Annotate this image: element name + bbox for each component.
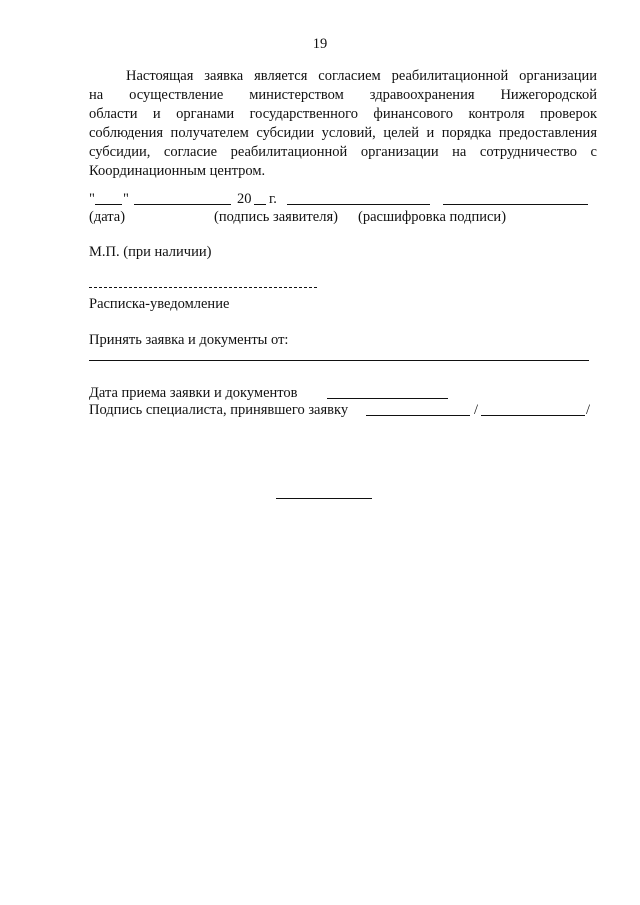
applicant-signature-caption: (подпись заявителя) bbox=[214, 209, 338, 225]
signature-separator: / bbox=[474, 402, 479, 418]
receipt-title: Расписка-уведомление bbox=[89, 296, 230, 312]
signature-separator-end: / bbox=[586, 402, 591, 418]
consent-line-3: области и органами государственного финансового контроля проверок bbox=[89, 106, 597, 122]
date-quote-open: " bbox=[89, 191, 95, 207]
day-blank-line[interactable] bbox=[95, 204, 122, 205]
date-received-line[interactable] bbox=[327, 398, 448, 399]
date-caption: (дата) bbox=[89, 209, 126, 225]
consent-line-1: Настоящая заявка является согласием реабилитационной организации bbox=[126, 68, 597, 84]
date-quote-close: " bbox=[123, 191, 129, 207]
stamp-label: М.П. (при наличии) bbox=[89, 244, 212, 260]
consent-line-5: субсидии, согласие реабилитационной организации на сотрудничество с bbox=[89, 144, 597, 160]
signature-decoding-line[interactable] bbox=[443, 204, 588, 205]
page-number: 19 bbox=[312, 36, 328, 52]
specialist-signature-label: Подпись специалиста, принявшего заявку bbox=[89, 402, 349, 418]
consent-paragraph bbox=[89, 67, 597, 181]
end-of-document-line bbox=[276, 498, 372, 499]
received-from-line[interactable] bbox=[89, 360, 589, 361]
year-blank-line[interactable] bbox=[254, 204, 266, 205]
date-received-label: Дата приема заявки и документов bbox=[89, 385, 298, 401]
consent-line-4: соблюдения получателем субсидии условий, целей и порядка предоставления bbox=[89, 125, 597, 141]
consent-line-6: Координационным центром. bbox=[89, 163, 266, 179]
signature-decoding-caption: (расшифровка подписи) bbox=[358, 209, 507, 225]
specialist-name-line[interactable] bbox=[481, 415, 585, 416]
year-suffix: г. bbox=[269, 191, 277, 207]
consent-line-2: на осуществление министерством здравоохранения Нижегородской bbox=[89, 87, 597, 103]
month-blank-line[interactable] bbox=[134, 204, 231, 205]
specialist-signature-line[interactable] bbox=[366, 415, 470, 416]
year-prefix: 20 bbox=[237, 191, 252, 207]
cut-line bbox=[89, 287, 317, 288]
applicant-signature-line[interactable] bbox=[287, 204, 430, 205]
received-from-label: Принять заявка и документы от: bbox=[89, 332, 289, 348]
